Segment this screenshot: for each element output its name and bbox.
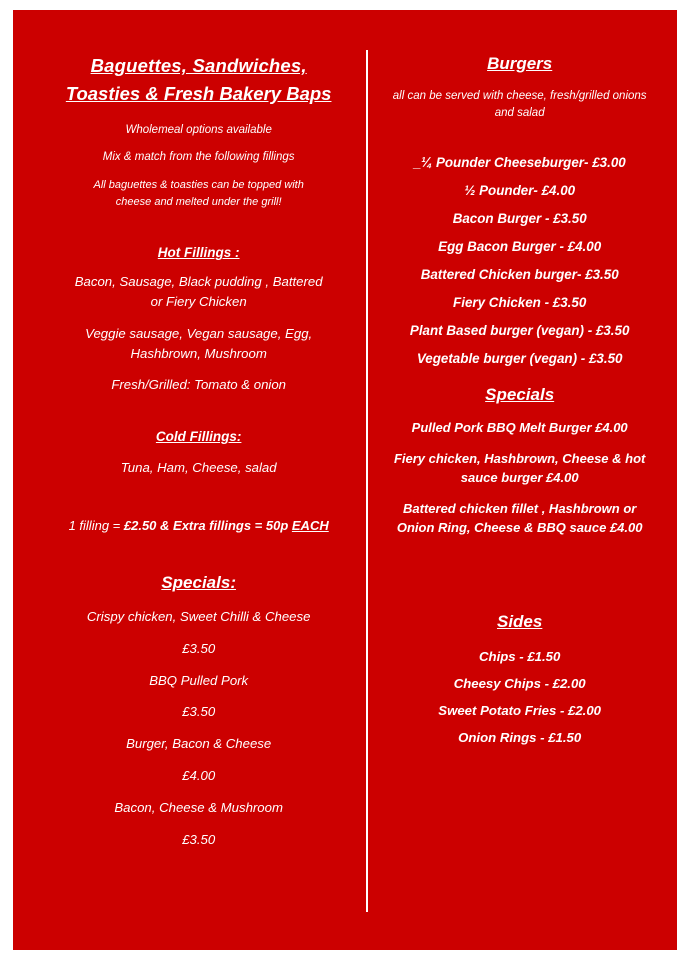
left-special-3-name: Burger, Bacon & Cheese: [126, 736, 272, 752]
pricing-price-2: 50p: [265, 518, 292, 533]
sides-item-4: Onion Rings - £1.50: [458, 729, 582, 745]
burger-item-6: Fiery Chicken - £3.50: [453, 295, 587, 311]
burger-item-8: Vegetable burger (vegan) - £3.50: [416, 351, 623, 367]
left-special-4-price: £3.50: [182, 831, 216, 847]
menu-columns: [13, 10, 677, 950]
left-special-2-name: BBQ Pulled Pork: [149, 672, 249, 688]
left-specials-heading: Specials:: [161, 573, 236, 592]
left-title-line2: Toasties & Fresh Bakery Baps: [65, 82, 332, 104]
note-topped-line2: cheese and melted under the grill!: [115, 196, 282, 209]
note-wholemeal: Wholemeal options available: [125, 123, 272, 136]
left-special-3-price: £4.00: [182, 767, 216, 783]
left-special-1-price: £3.50: [182, 640, 216, 656]
burger-item-5: Battered Chicken burger- £3.50: [420, 266, 619, 282]
left-special-2-price: £3.50: [182, 704, 216, 720]
note-topped-line1: All baguettes & toasties can be topped with: [93, 179, 304, 192]
left-title-line1: Baguettes, Sandwiches,: [90, 55, 307, 76]
hot-fillings-heading: Hot Fillings :: [157, 245, 240, 261]
pricing-prefix: 1 filling =: [68, 518, 124, 533]
hot-filling-line-5: Fresh/Grilled: Tomato & onion: [111, 377, 287, 393]
right-specials-heading: Specials: [485, 385, 555, 405]
cold-fillings-heading: Cold Fillings:: [155, 429, 242, 445]
pricing-middle: & Extra fillings =: [156, 518, 266, 533]
burgers-note-line2: and salad: [494, 107, 545, 120]
burger-item-1: _¼ Pounder Cheeseburger- £3.00: [413, 154, 626, 170]
right-special-2-line2: sauce burger £4.00: [460, 470, 579, 486]
left-column: [27, 32, 366, 940]
burgers-heading: Burgers: [487, 54, 553, 73]
right-special-1-line1: Pulled Pork BBQ Melt Burger £4.00: [411, 420, 628, 436]
right-special-3-line1: Battered chicken fillet , Hashbrown or: [403, 500, 637, 516]
hot-filling-line-2: or Fiery Chicken: [150, 294, 247, 310]
right-special-2-line1: Fiery chicken, Hashbrown, Cheese & hot: [393, 451, 646, 467]
hot-filling-line-3: Veggie sausage, Vegan sausage, Egg,: [85, 325, 313, 341]
pricing-each: EACH: [291, 518, 329, 533]
burgers-note-line1: all can be served with cheese, fresh/grilled onions: [392, 90, 647, 102]
sides-item-3: Sweet Potato Fries - £2.00: [438, 702, 602, 718]
menu-board: [13, 10, 677, 950]
hot-filling-line-4: Hashbrown, Mushroom: [130, 345, 267, 361]
burger-item-4: Egg Bacon Burger - £4.00: [438, 238, 602, 254]
sides-heading: Sides: [496, 611, 543, 631]
burger-item-7: Plant Based burger (vegan) - £3.50: [409, 323, 630, 339]
cold-filling-line-1: Tuna, Ham, Cheese, salad: [120, 460, 277, 476]
left-special-1-name: Crispy chicken, Sweet Chilli & Cheese: [86, 609, 311, 624]
sides-item-1: Chips - £1.50: [478, 648, 561, 664]
note-mix-match: Mix & match from the following fillings: [102, 151, 295, 164]
left-special-4-name: Bacon, Cheese & Mushroom: [114, 799, 283, 815]
right-special-3-line2: Onion Ring, Cheese & BBQ sauce £4.00: [396, 519, 643, 535]
right-column: [368, 32, 663, 940]
burger-item-3: Bacon Burger - £3.50: [452, 210, 587, 226]
pricing-price-1: £2.50: [123, 518, 157, 533]
sides-item-2: Cheesy Chips - £2.00: [453, 675, 586, 691]
burger-item-2: ½ Pounder- £4.00: [464, 182, 576, 198]
filling-pricing: [45, 518, 352, 533]
hot-filling-line-1: Bacon, Sausage, Black pudding , Battered: [74, 274, 323, 290]
